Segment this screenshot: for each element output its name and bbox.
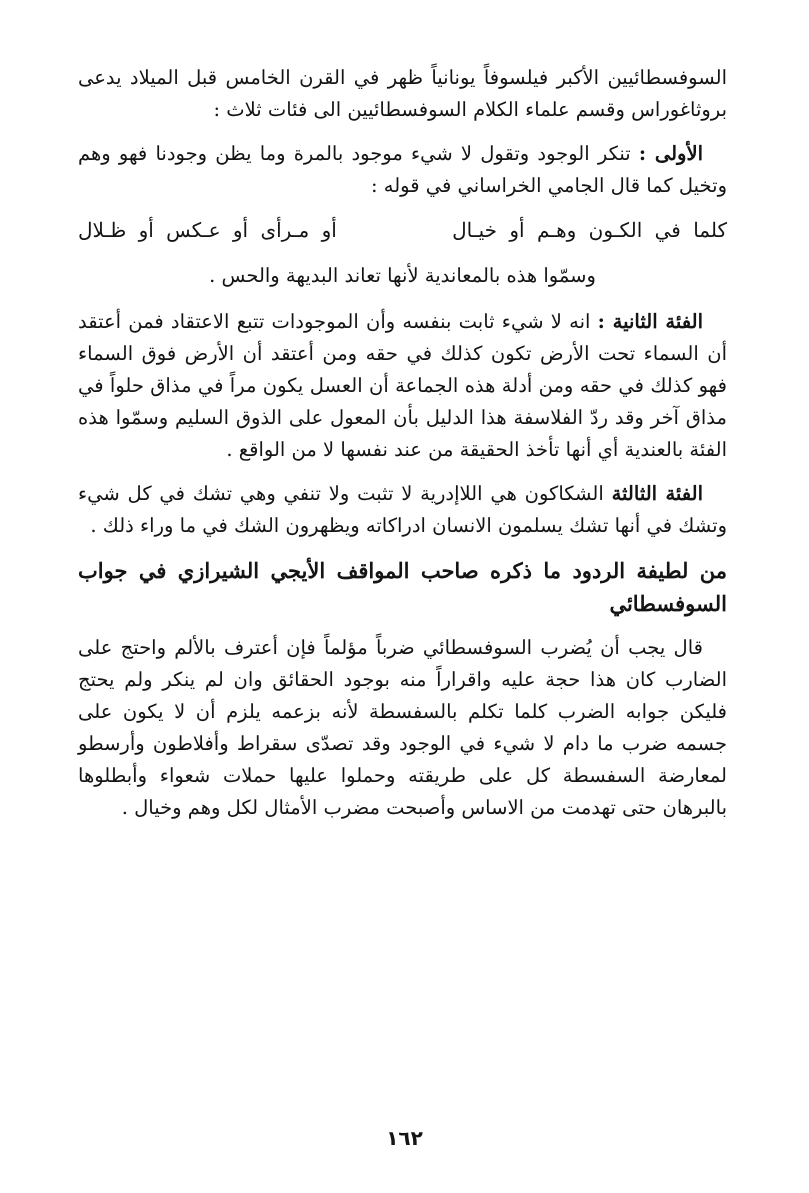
final-paragraph: قال يجب أن يُضرب السوفسطائي ضرباً مؤلماً فإن أعترف بالألم واحتج على الضارب كان هذا حجة عليه واقراراً منه بوجود الحقائق وان لم ينكر ولم يحتج فليكن جوابه الضرب كلما تكلم بالسفسطة لأنه بزعمه يلزم أن لا يكون على جسمه ضرب ما دام لا شيء في الوجود وقد تصدّى سقراط وأفلاطون وأرسطو لمعارضة السفسطة كل على طريقته وحملوا عليها حملات شعواء وأبطلوها بالبرهان حتى تهدمت من الاساس وأصبحت مضرب الأمثال لكل وهم وخيال . — [78, 636, 727, 819]
group-two-paragraph — [78, 306, 727, 466]
page-body — [78, 62, 727, 836]
group-three-label: الفئة الثالثة — [611, 482, 704, 505]
group-three-text: الشكاكون هي اللاإدرية لا تثبت ولا تنفي وهي تشك في كل شيء وتشك في أنها تشك يسلمون الانسان ادراكاته ويظهرون الشك في ما وراء ذلك . — [78, 482, 727, 537]
group-three-paragraph — [78, 478, 727, 542]
intro-paragraph: السوفسطائيين الأكبر فيلسوفاً يونانياً ظهر في القرن الخامس قبل الميلاد يدعى بروثاغوراس وقسم علماء الكلام السوفسطائيين الى فئات ثلاث : — [78, 66, 727, 121]
page-number: ١٦٢ — [386, 1126, 423, 1150]
group-one-paragraph — [78, 138, 727, 202]
group-one-text: تنكر الوجود وتقول لا شيء موجود بالمرة وما يظن وجودنا فهو وهم وتخيل كما قال الجامي الخراساني في قوله : — [78, 142, 727, 197]
poem-verse — [78, 214, 727, 246]
verse-first-hemistich: كلما في الكـون وهـم أو خيـال — [452, 218, 727, 242]
group-one-label: الأولى : — [638, 142, 703, 165]
verse-note: وسمّوا هذه بالمعاندية لأنها تعاند البديهة والحس . — [209, 264, 596, 287]
group-two-label: الفئة الثانية : — [597, 310, 703, 333]
group-two-text: انه لا شيء ثابت بنفسه وأن الموجودات تتبع الاعتقاد فمن أعتقد أن السماء تحت الأرض تكون كذلك في حقه ومن أعتقد أن الأرض فوق السماء فهو كذلك في حقه ومن أدلة هذه الجماعة أن العسل يكون مراً في مذاق حلواً في مذاق آخر وقد ردّ الفلاسفة هذا الدليل بأن المعول على الذوق السليم وسمّوا هذه الفئة بالعندية أي أنها تأخذ الحقيقة من عند نفسها لا من الواقع . — [78, 310, 727, 461]
section-heading: من لطيفة الردود ما ذكره صاحب المواقف الأيجي الشيرازي في جواب السوفسطائي — [78, 558, 727, 616]
verse-second-hemistich: أو مـرأى أو عـكس أو ظـلال — [78, 218, 337, 242]
